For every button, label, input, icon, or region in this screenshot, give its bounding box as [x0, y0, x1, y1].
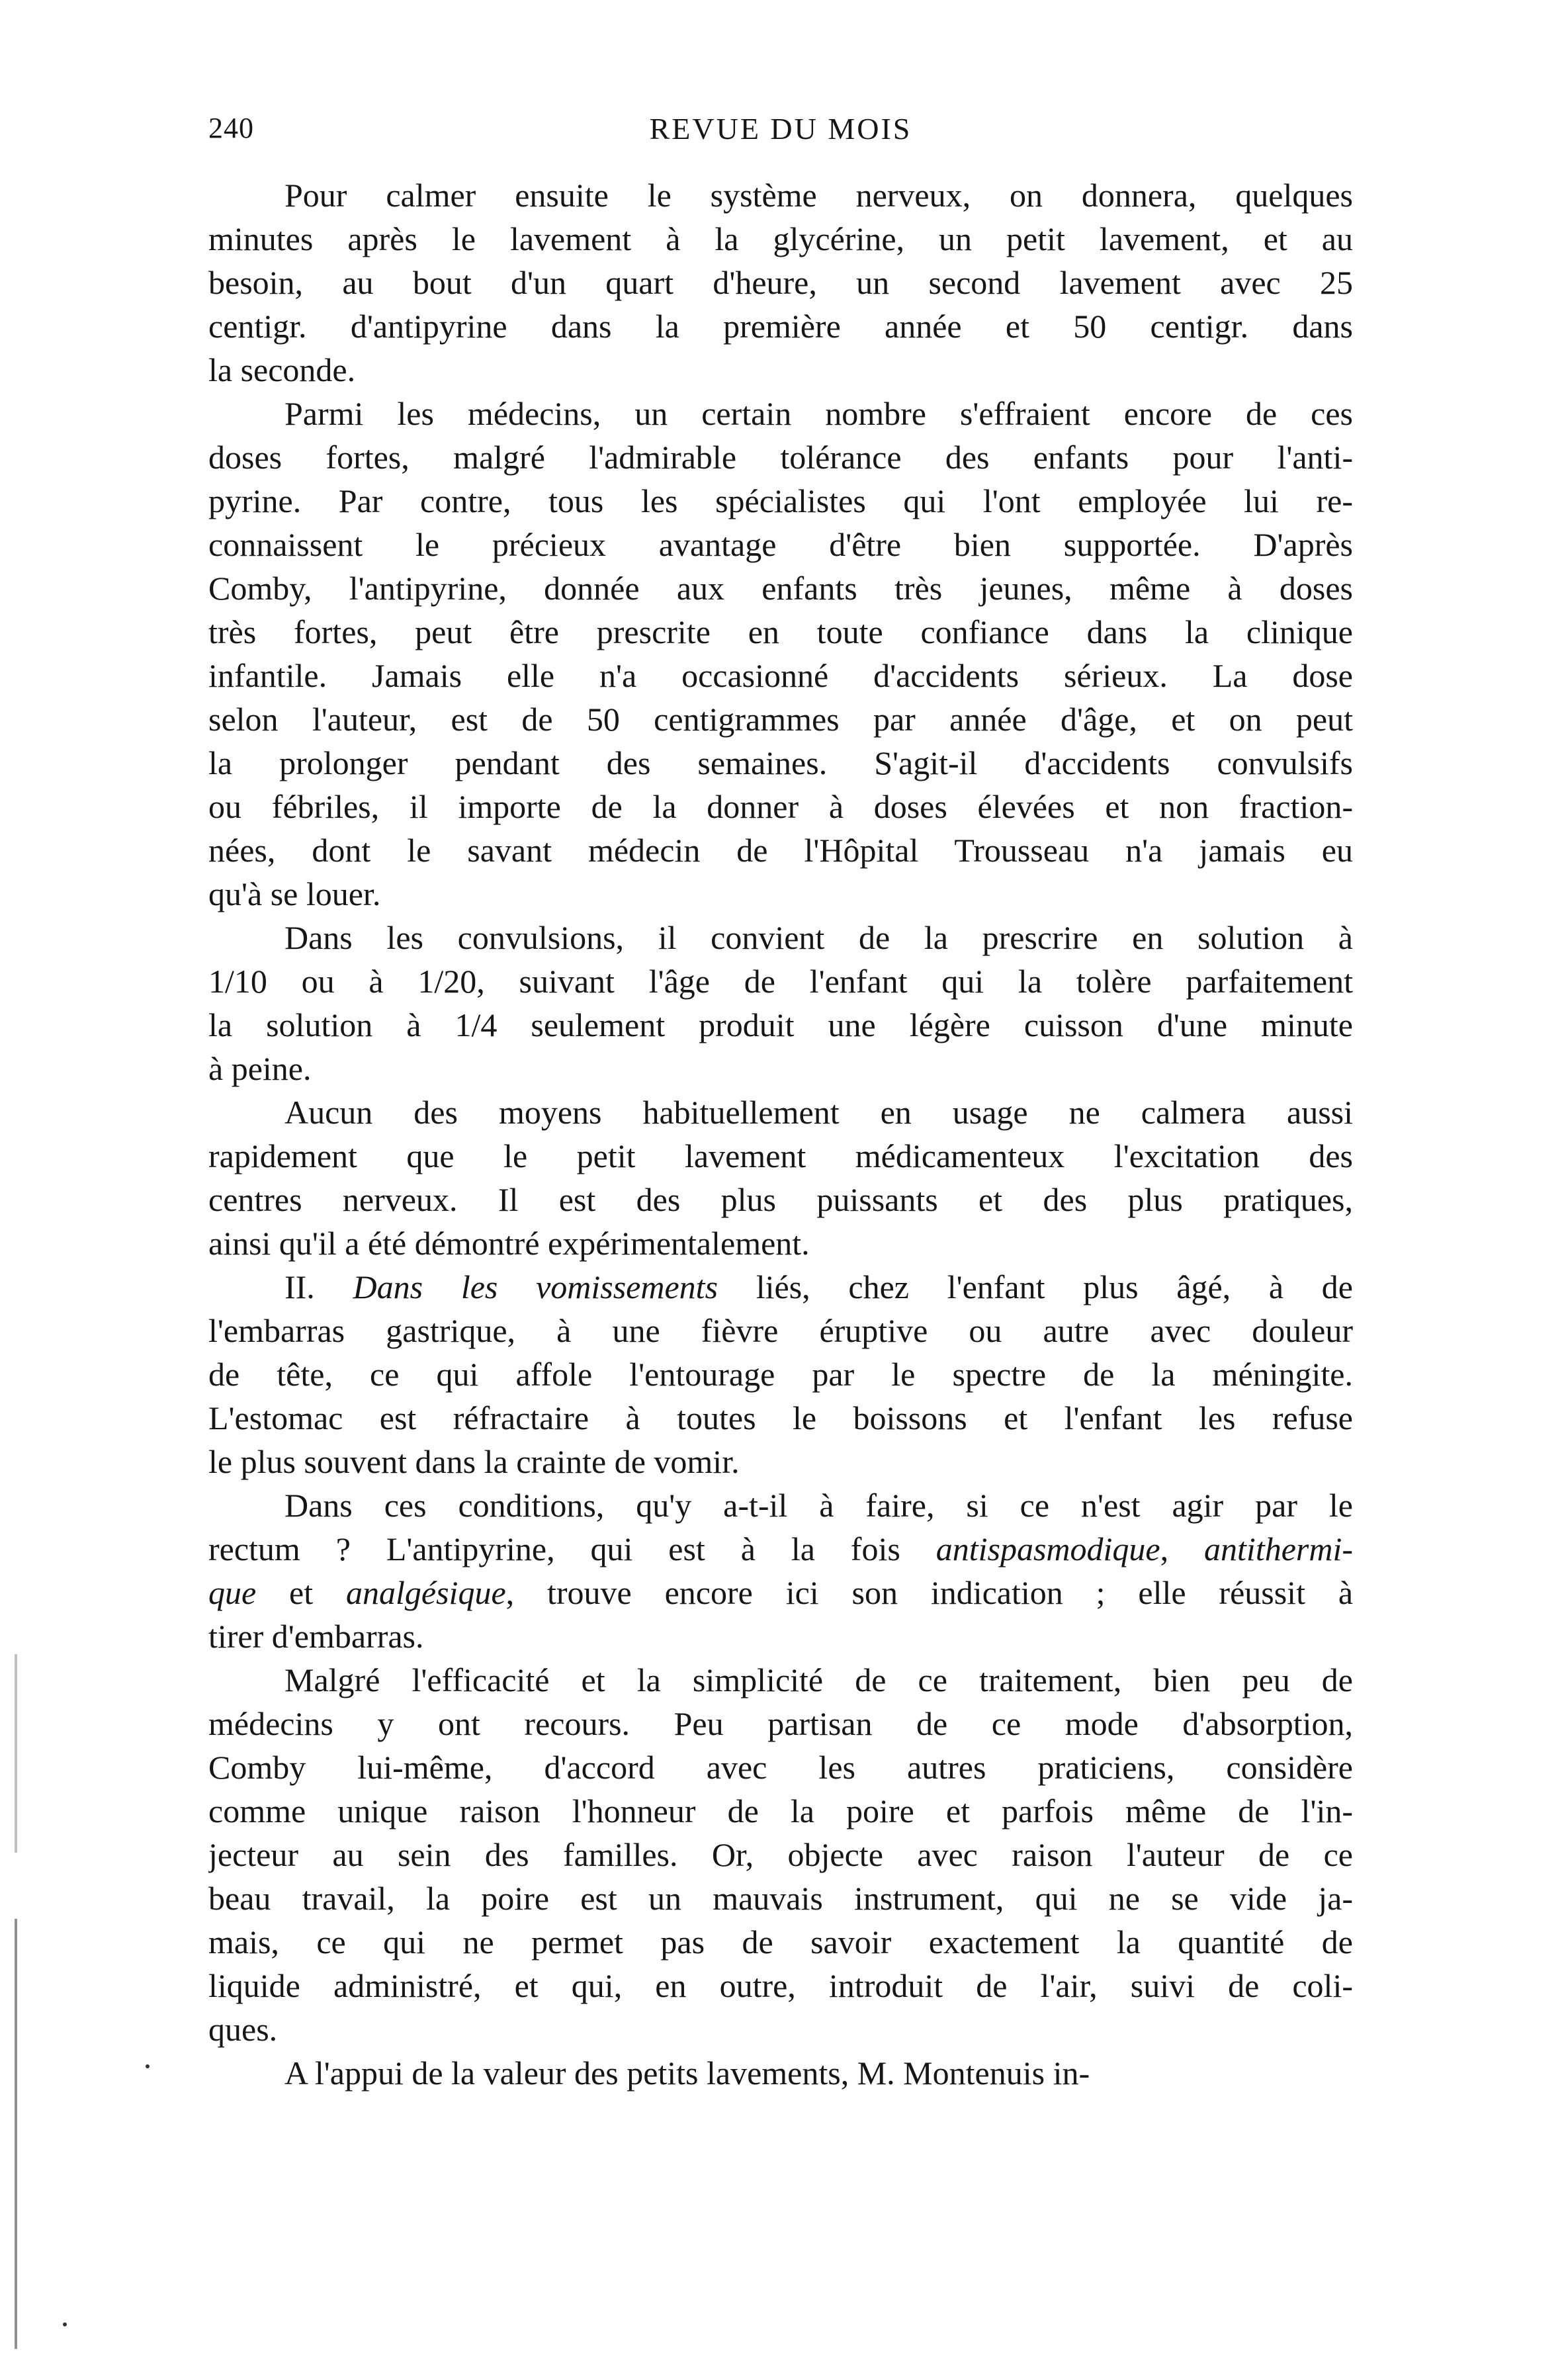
body-text: [208, 173, 1353, 2095]
text-segment: II.: [284, 1268, 353, 1305]
text-line: liquide administré, et qui, en outre, introduit de l'air, suivi de coli-: [208, 1967, 1353, 2004]
text-line: ou fébriles, il importe de la donner à doses élevées et non fraction-: [208, 788, 1353, 825]
text-line: [208, 1483, 1353, 1527]
text-line: [208, 1352, 1353, 1396]
text-segment: ,: [1160, 1530, 1205, 1567]
text-line: jecteur au sein des familles. Or, objecte avec raison l'auteur de ce: [208, 1836, 1353, 1873]
text-line: [208, 1440, 1353, 1483]
text-line: centigr. d'antipyrine dans la première année et 50 centigr. dans: [208, 308, 1353, 345]
text-line: Pour calmer ensuite le système nerveux, on donnera, quelques: [284, 177, 1353, 214]
text-line: Comby lui-même, d'accord avec les autres praticiens, considère: [208, 1749, 1353, 1786]
text-line: infantile. Jamais elle n'a occasionné d'accidents sérieux. La dose: [208, 657, 1353, 694]
paragraph: [208, 1090, 1353, 1265]
text-line: qu'à se louer.: [208, 875, 381, 912]
paragraph: [208, 916, 1353, 1090]
text-line: [208, 1571, 1353, 1614]
text-line: très fortes, peut être prescrite en toute confiance dans la clinique: [208, 613, 1353, 650]
text-line: la prolonger pendant des semaines. S'agit-il d'accidents convulsifs: [208, 744, 1353, 781]
text-line: [208, 1614, 1353, 1658]
italic-text: antispasmodique: [935, 1530, 1160, 1567]
text-line: Dans les convulsions, il convient de la prescrire en solution à: [284, 919, 1353, 956]
text-line: connaissent le précieux avantage d'être bien supportée. D'après: [208, 526, 1353, 563]
paragraph: [208, 2051, 1353, 2095]
text-segment: l'embarras gastrique, à une fièvre éruptive ou autre avec douleur: [208, 1312, 1353, 1349]
text-line: [208, 1527, 1353, 1571]
italic-text: que: [208, 1574, 257, 1611]
italic-text: analgésique: [346, 1574, 506, 1611]
text-line: ques.: [208, 2011, 278, 2048]
text-line: doses fortes, malgré l'admirable tolérance des enfants pour l'anti-: [208, 439, 1353, 476]
text-line: la solution à 1/4 seulement produit une légère cuisson d'une minute: [208, 1006, 1353, 1043]
text-line: A l'appui de la valeur des petits lavements, M. Montenuis in-: [284, 2054, 1090, 2092]
running-head: [208, 111, 1353, 157]
text-segment: et: [256, 1574, 347, 1611]
text-line: [208, 1265, 1353, 1309]
paragraph: [208, 1265, 1353, 1483]
italic-text: antithermi-: [1204, 1530, 1353, 1567]
text-line: Aucun des moyens habituellement en usage ne calmera aussi: [284, 1094, 1353, 1131]
page-number: 240: [208, 112, 254, 144]
text-line: [208, 1309, 1353, 1352]
text-line: besoin, au bout d'un quart d'heure, un second lavement avec 25: [208, 264, 1353, 301]
text-segment: de tête, ce qui affole l'entourage par le spectre de la méningite.: [208, 1356, 1353, 1393]
text-segment: le plus souvent dans la crainte de vomir.: [208, 1443, 740, 1480]
italic-text: Dans les vomissements: [353, 1268, 718, 1305]
text-line: médecins y ont recours. Peu partisan de ce mode d'absorption,: [208, 1705, 1353, 1742]
paragraph: [208, 173, 1353, 392]
text-segment: L'estomac est réfractaire à toutes le boissons et l'enfant les refuse: [208, 1399, 1353, 1436]
text-line: [208, 1396, 1353, 1440]
text-segment: rectum ? L'antipyrine, qui est à la fois: [208, 1530, 936, 1567]
paragraph: [208, 1658, 1353, 2051]
margin-dot: [63, 2322, 67, 2326]
text-segment: , trouve encore ici son indication ; elle réussit à: [505, 1574, 1353, 1611]
text-segment: tirer d'embarras.: [208, 1618, 424, 1655]
paragraph: [208, 1483, 1353, 1658]
text-segment: liés, chez l'enfant plus âgé, à de: [718, 1268, 1353, 1305]
binding-edge-marks: [0, 0, 40, 2380]
text-line: Comby, l'antipyrine, donnée aux enfants très jeunes, même à doses: [208, 570, 1353, 607]
text-line: selon l'auteur, est de 50 centigrammes par année d'âge, et on peut: [208, 701, 1353, 738]
text-line: comme unique raison l'honneur de la poire et parfois même de l'in-: [208, 1792, 1353, 1829]
text-line: 1/10 ou à 1/20, suivant l'âge de l'enfant qui la tolère parfaitement: [208, 963, 1353, 1000]
paragraph: [208, 392, 1353, 916]
text-line: Parmi les médecins, un certain nombre s'effraient encore de ces: [284, 395, 1353, 432]
text-line: centres nerveux. Il est des plus puissants et des plus pratiques,: [208, 1181, 1353, 1218]
binding-mark: [15, 1919, 17, 2349]
text-line: nées, dont le savant médecin de l'Hôpital Trousseau n'a jamais eu: [208, 832, 1353, 869]
text-line: mais, ce qui ne permet pas de savoir exactement la quantité de: [208, 1923, 1353, 1961]
text-segment: Dans ces conditions, qu'y a-t-il à faire, si ce n'est agir par le: [284, 1487, 1353, 1524]
margin-dot: [146, 2064, 150, 2068]
running-title: REVUE DU MOIS: [649, 112, 912, 146]
text-line: beau travail, la poire est un mauvais instrument, qui ne se vide ja-: [208, 1880, 1353, 1917]
text-line: la seconde.: [208, 351, 356, 388]
binding-mark: [15, 1654, 17, 1853]
text-line: minutes après le lavement à la glycérine, un petit lavement, et au: [208, 220, 1353, 257]
text-line: Malgré l'efficacité et la simplicité de ce traitement, bien peu de: [284, 1661, 1353, 1698]
text-line: ainsi qu'il a été démontré expérimentalement.: [208, 1225, 810, 1262]
text-line: pyrine. Par contre, tous les spécialistes qui l'ont employée lui re-: [208, 482, 1353, 519]
text-line: rapidement que le petit lavement médicamenteux l'excitation des: [208, 1137, 1353, 1174]
text-line: à peine.: [208, 1050, 312, 1087]
